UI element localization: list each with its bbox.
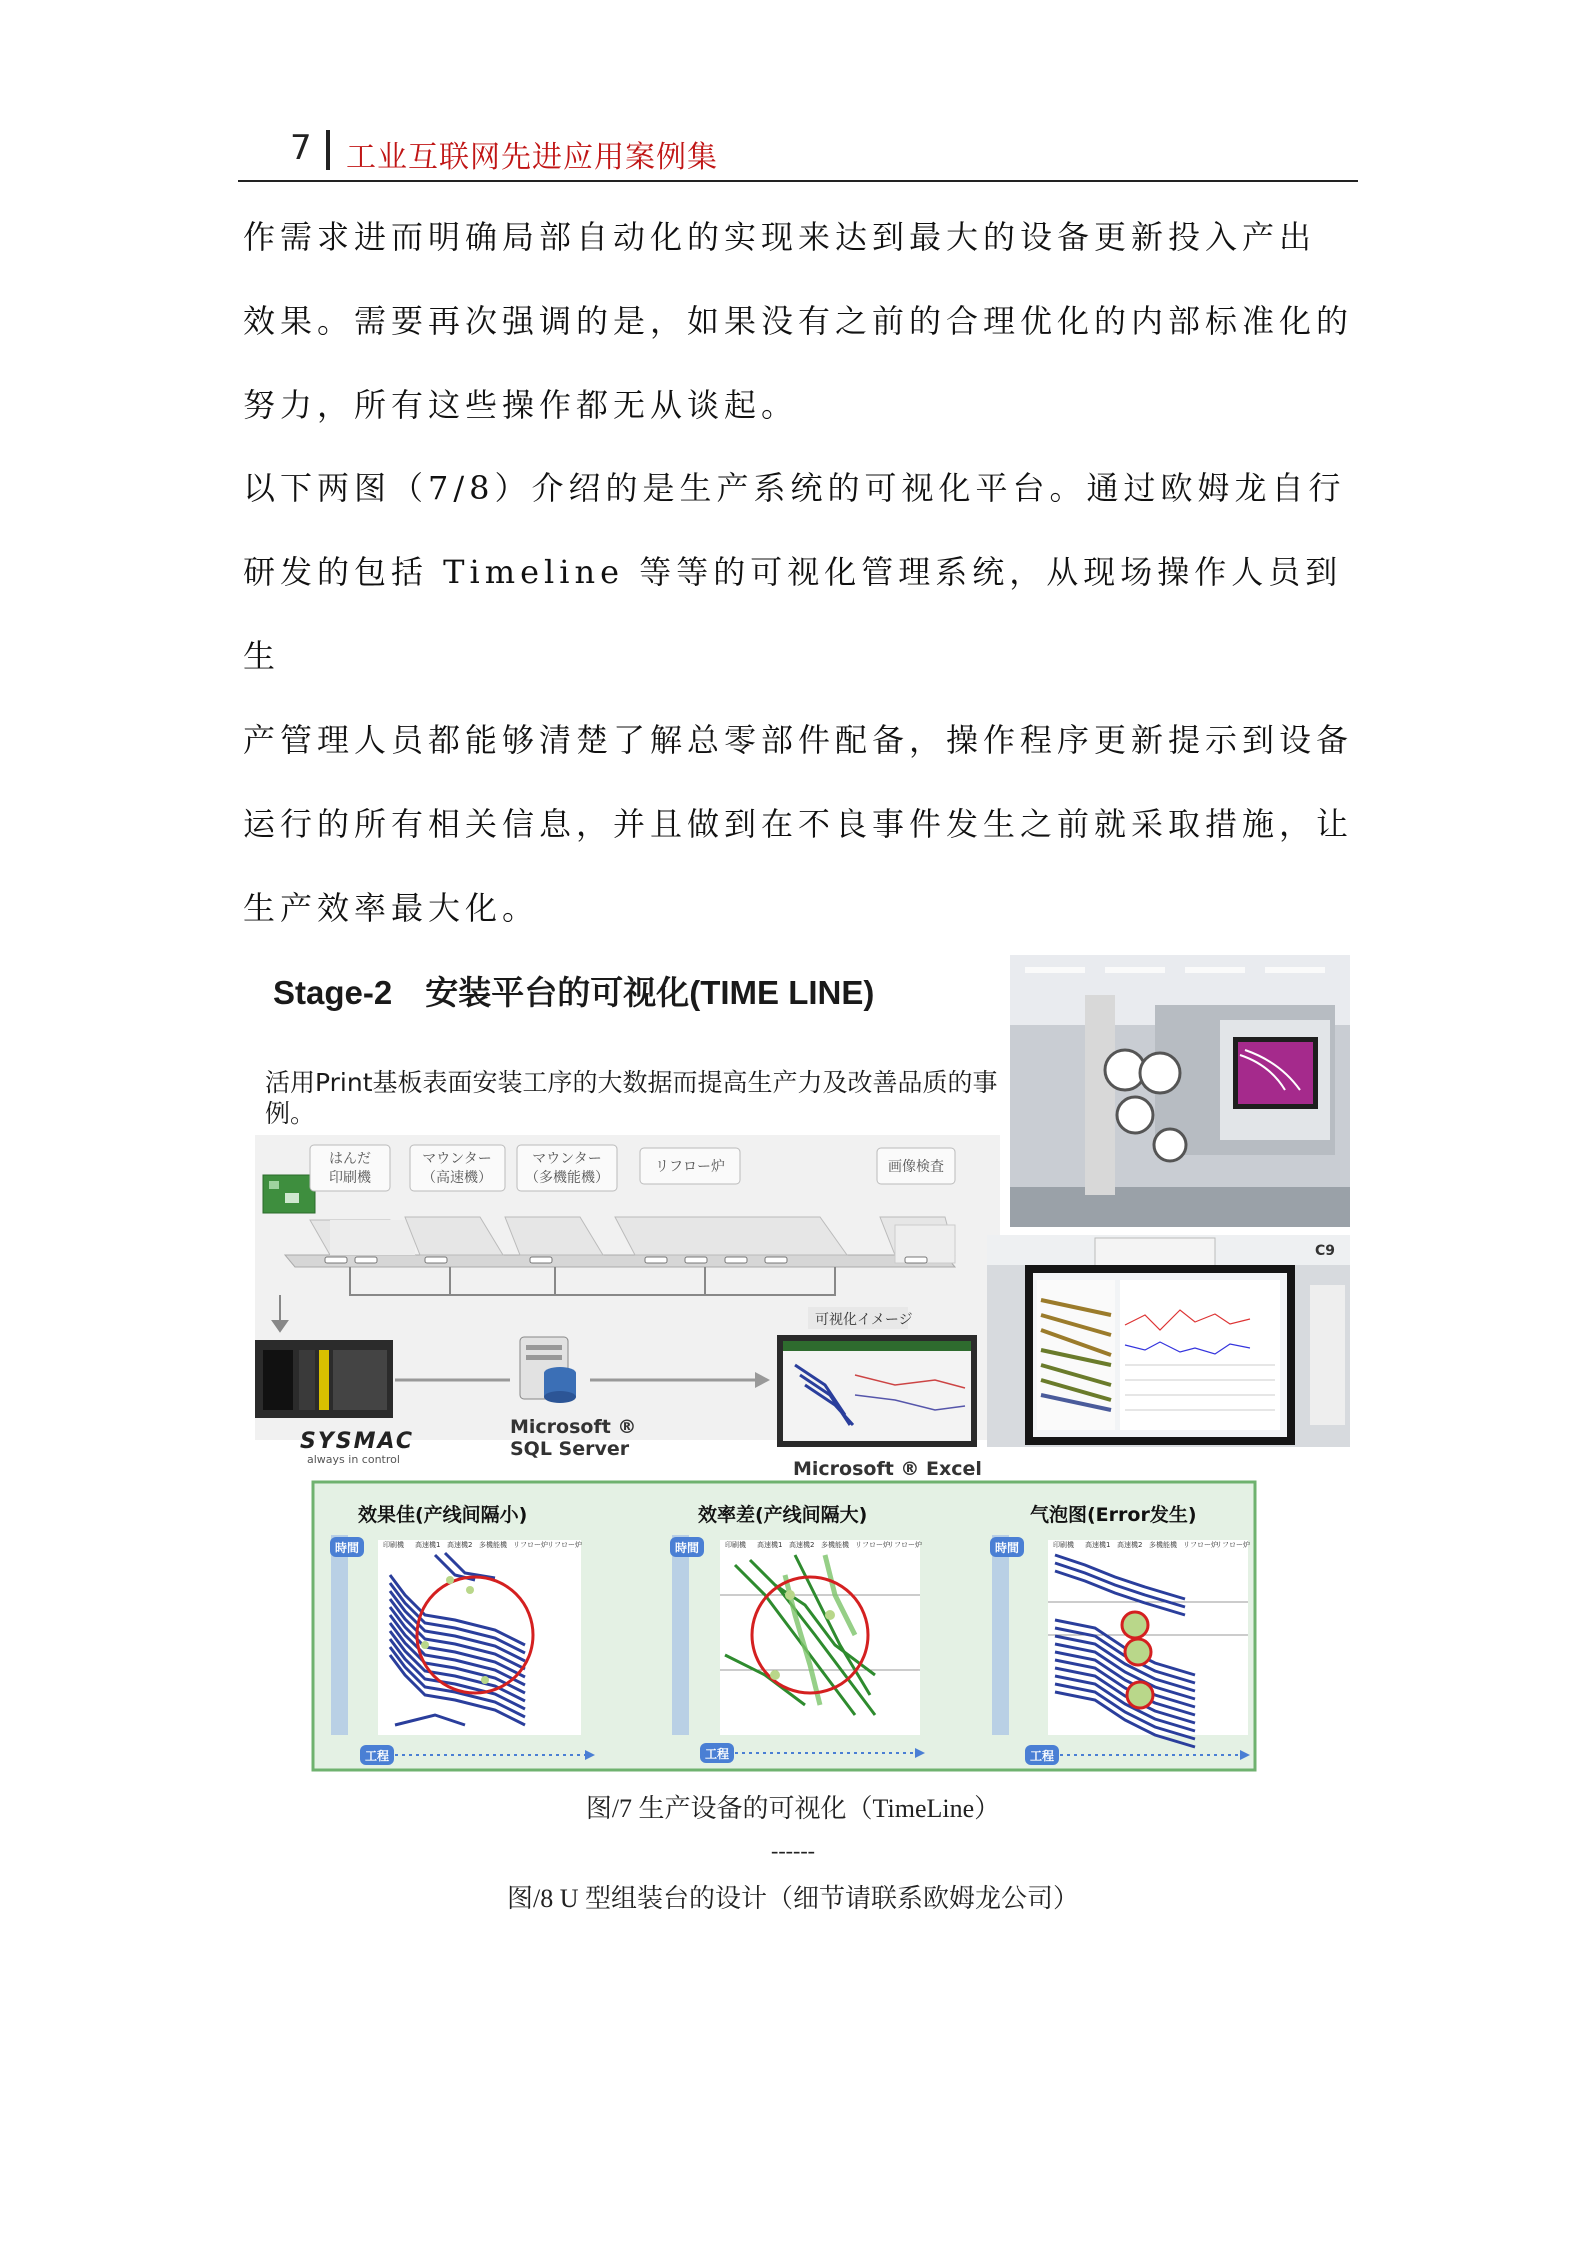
svg-text:高速機1: 高速機1 xyxy=(1085,1541,1111,1549)
figure-timeline xyxy=(255,955,1350,1775)
stage-title: Stage-2 安装平台的可视化(TIME LINE) xyxy=(273,974,875,1011)
svg-text:工程: 工程 xyxy=(1030,1749,1055,1763)
step-mounter-multi-line2: （多機能機） xyxy=(525,1170,609,1186)
svg-text:リフロー炉: リフロー炉 xyxy=(1183,1541,1218,1549)
figure-intro: 活用Print基板表面安装工序的大数据而提高生产力及改善品质的事例。 xyxy=(265,1068,998,1128)
caption-fig7: 图/7 生产设备的可视化（TimeLine） xyxy=(585,1794,1001,1823)
paragraph-line: 以下两图（7/8）介绍的是生产系统的可视化平台。通过欧姆龙自行 xyxy=(243,469,1346,507)
svg-text:高速機1: 高速機1 xyxy=(757,1541,783,1549)
panel-title-bubble: 气泡图(Error发生) xyxy=(1030,1504,1197,1526)
paragraph-line: 研发的包括 Timeline 等等的可视化管理系统，从现场操作人员到生 xyxy=(243,553,1343,675)
axis-time-label: 時間 xyxy=(335,1541,360,1555)
svg-text:時間: 時間 xyxy=(675,1541,700,1555)
header-title: 工业互联网先进应用案例集 xyxy=(346,140,718,175)
paragraph-2 xyxy=(243,446,1355,950)
svg-text:リフロー炉: リフロー炉 xyxy=(547,1541,582,1549)
paragraph-line: 产管理人员都能够清楚了解总零部件配备，操作程序更新提示到设备 xyxy=(243,721,1354,759)
panel-title-poor: 效率差(产线间隔大) xyxy=(698,1504,868,1526)
svg-text:リフロー炉: リフロー炉 xyxy=(1215,1541,1250,1549)
svg-text:リフロー炉: リフロー炉 xyxy=(855,1541,890,1549)
step-mounter-fast-line2: （高速機） xyxy=(422,1170,492,1186)
svg-text:工程: 工程 xyxy=(705,1747,730,1761)
svg-text:C9: C9 xyxy=(1315,1243,1336,1259)
sql-server-icon xyxy=(520,1337,576,1403)
excel-label: Microsoft ® Excel xyxy=(793,1458,982,1480)
svg-text:高速機1: 高速機1 xyxy=(415,1541,441,1549)
step-solder-line2: 印刷機 xyxy=(329,1170,371,1186)
svg-text:印刷機: 印刷機 xyxy=(725,1541,746,1549)
svg-text:印刷機: 印刷機 xyxy=(383,1541,404,1549)
step-mounter-multi-line1: マウンター xyxy=(532,1151,602,1167)
panel-title-good: 效果佳(产线间隔小) xyxy=(358,1504,528,1526)
step-reflow: リフロー炉 xyxy=(655,1159,725,1175)
paragraph-1 xyxy=(243,195,1355,447)
svg-text:リフロー炉: リフロー炉 xyxy=(887,1541,922,1549)
paragraph-line: 运行的所有相关信息，并且做到在不良事件发生之前就采取措施，让 xyxy=(243,805,1354,843)
caption-separator: ------ xyxy=(771,1838,815,1863)
sysmac-logo: SYSMAC xyxy=(300,1429,415,1454)
sql-label-2: SQL Server xyxy=(510,1438,630,1460)
paragraph-line: 作需求进而明确局部自动化的实现来达到最大的设备更新投入产出 xyxy=(243,218,1317,256)
conveyor xyxy=(285,1255,955,1267)
svg-text:高速機2: 高速機2 xyxy=(789,1541,815,1549)
sysmac-tagline: always in control xyxy=(307,1453,400,1466)
axis-process-label: 工程 xyxy=(365,1749,390,1763)
paragraph-line: 努力，所有这些操作都无从谈起。 xyxy=(243,386,799,424)
step-solder-line1: はんだ xyxy=(329,1151,371,1167)
factory-photo-1 xyxy=(1010,955,1350,1227)
svg-text:印刷機: 印刷機 xyxy=(1053,1541,1074,1549)
factory-photo-2 xyxy=(987,1235,1350,1447)
header-divider xyxy=(326,130,330,170)
svg-text:高速機2: 高速機2 xyxy=(1117,1541,1143,1549)
sysmac-plc xyxy=(255,1340,393,1418)
step-mounter-fast-line1: マウンター xyxy=(422,1151,492,1167)
sql-label-1: Microsoft ® xyxy=(510,1416,637,1438)
svg-text:時間: 時間 xyxy=(995,1541,1020,1555)
svg-text:高速機2: 高速機2 xyxy=(447,1541,473,1549)
svg-text:多機能機: 多機能機 xyxy=(821,1541,849,1549)
svg-text:多機能機: 多機能機 xyxy=(479,1541,507,1549)
visual-label: 可视化イメージ xyxy=(815,1312,913,1328)
caption-fig8: 图/8 U 型组装台的设计（细节请联系欧姆龙公司） xyxy=(506,1884,1079,1913)
step-inspection: 画像検査 xyxy=(888,1159,944,1175)
svg-text:多機能機: 多機能機 xyxy=(1149,1541,1177,1549)
page-number: 7 xyxy=(290,128,312,168)
paragraph-line: 效果。需要再次强调的是，如果没有之前的合理优化的内部标准化的 xyxy=(243,302,1354,340)
excel-screen xyxy=(777,1335,977,1447)
figure-diagram xyxy=(255,955,1350,1775)
machine-reflow xyxy=(615,1217,847,1255)
page-header xyxy=(238,122,1358,182)
svg-text:リフロー炉: リフロー炉 xyxy=(513,1541,548,1549)
paragraph-line: 生产效率最大化。 xyxy=(243,889,540,927)
